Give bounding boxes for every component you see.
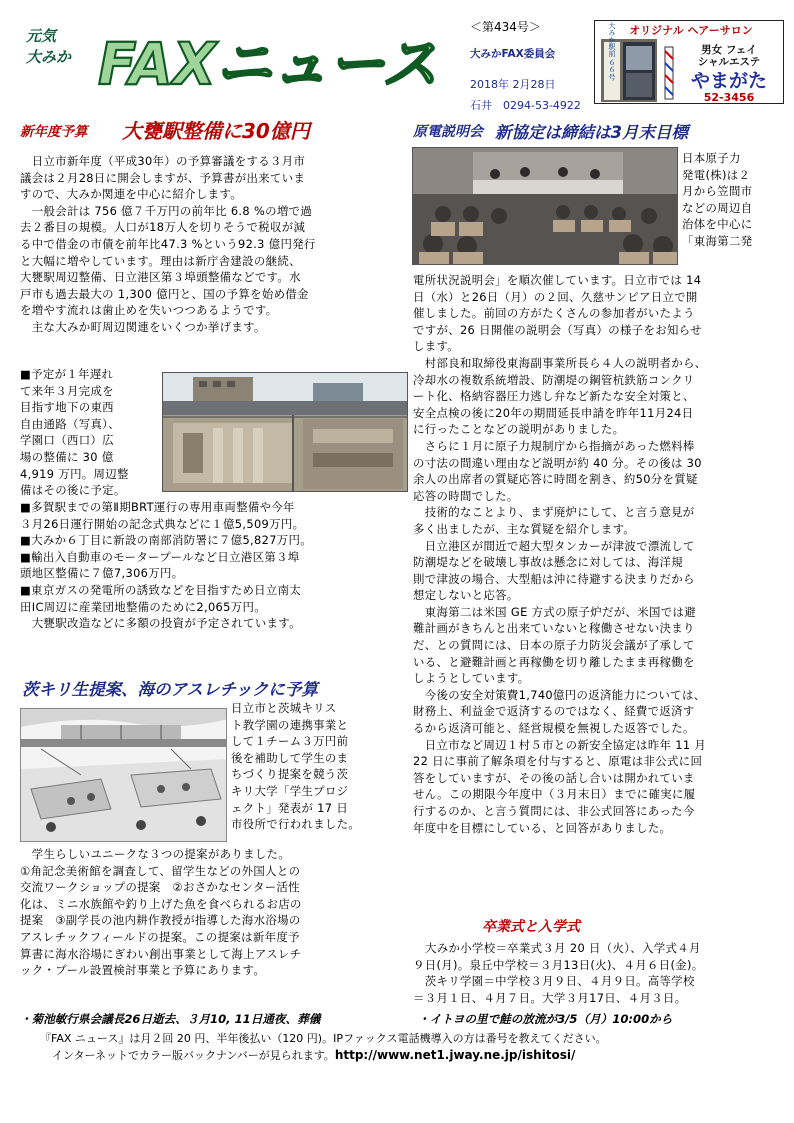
budget-body-top: 日立市新年度（平成30年）の予算審議をする３月市 議会は２月28日に開会しますが、予算書が出来ていま すので、大みか関連を中心に紹介します。 一般会計は 756 億７千万円の前年比 6.8 %の増で過 去２番目の規模。人口が18万人を切りそうで税収が減 る中で借金の市債を前年比47.3 %という92.3 億円発行 と大幅に増やしています。理由は新庁舎建設の継続、 大甕駅周辺整備、日立港区第３埠頭整備などです。水 戸市も過去最大の 1,300 億円と、国の予算を始め借金 を増やす流れは歯止めを失いつつあるようです。 主な大みか町周辺関連をいくつか挙げます。 [20, 154, 316, 334]
fax-news-logo [78, 18, 458, 102]
hair-salon-ad [594, 20, 784, 104]
budget-headline: 大甕駅整備に30億円 [122, 119, 310, 143]
ad-shop-name: やまがた [690, 70, 768, 92]
nuclear-body: 電所状況説明会」を順次催しています。日立市では 14 日（水）と26日（月）の２回、久慈サンピア日立で開 催しました。前回の方がたくさんの参加者がいたよう ですが、26 日開催の説明会（写真）の様子をお知らせ します。 村部良和取締役東海副事業所長ら４人の説明者から、 冷却水の複数系統増設、防潮堤の鋼管杭鉄筋コンクリ ート化、格納容器圧力逃し弁など新たな安全対策と、 安全点検の後に20年の期間延長申請を昨年11月24日 に行ったことなどの説明がありました。 さらに１月に原子力規制庁から指摘があった燃料棒 の寸法の間違い理由など説明が約 40 分。その後は 30 余人の出席者の質疑応答に時間を割き、約50分を質疑 応答の時間でした。 技術的なことより、まず廃炉にして、と言う意見が 多く出ましたが、主な質疑を紹介します。 日立港区が間近で超大型タンカーが津波で漂流して 防潮堤などを破壊し事故は懸念に対しては、海洋規 則で津波の場合、大型船は沖に待避する決まりだから 想定しないと応答。 東海第二は米国 GE 方式の原子炉だが、米国では避 難計画がきちんと出来ていないと稼働させない決まり だ、との質問には、日本の原子力防災会議が了承して いる、と避難計画と再稼働を切り離したまま再稼働を しようとしています。 今後の安全対策費1,740億円の返済能力については、 財務上、利益金で返済するのではなく、経費で返済す るから返済可能と、経営規模を無視した返答でした。 日立市など周辺１村５市との新安全協定は昨年 11 月 22 日に事前了解条項を付与すると、原電は非公式に回 答をしていますが、その後の話し合いは開かれていま せん。この期限今年度中（３月末日）までに確実に履 行するのか、と言う質問には、非公式回答にあった今 年度中を目標にしている、と回答がありました。 [413, 273, 707, 835]
briefing-session-photo [412, 147, 678, 265]
nuclear-headline: 新協定は締結は3月末目標 [495, 123, 688, 142]
athletic-proposal-sketch [20, 708, 227, 842]
masthead [18, 18, 458, 102]
ibaraki-headline: 茨キリ生提案、海のアスレチックに予算 [22, 680, 318, 699]
committee-name: 大みかFAX委員会 [470, 48, 556, 60]
budget-body-bottom: ■多賀駅までの第Ⅱ期BRT運行の専用車両整備や今年 ３月26日運行開始の記念式典などに１億5,509万円。 ■大みか６丁目に新設の南部消防署に７億5,827万円。 ■輸出入自動車のモータープールなど日立港区第３埠 頭地区整備に７億7,306万円。 ■東京ガスの発電所の誘致などを目指すため日立南太 田IC周辺に産業団地整備のために2,065万円。 大甕駅改造などに多額の投資が予定されています。 [20, 500, 313, 631]
budget-tag: 新年度予算 [20, 124, 88, 140]
ad-sub-line1: 男女 フェイ [701, 44, 757, 56]
construction-site-image [163, 373, 408, 492]
issue-date: 2018年 2月28日 [470, 78, 556, 91]
footer-website-line: インターネットでカラー版バックナンバーが見られます。http://www.net1.jway.ne.jp/ishitosi/ [52, 1048, 576, 1062]
footer-subscription: 『FAX ニュース』は月２回 20 円、半年後払い（120 円)。IPファックス電話機導入の方は番号を教えてください。 [40, 1032, 607, 1045]
nuclear-body-wrap: 日本原子力 発電(株)は２ 月から笠間市 などの周辺自 治体を中心に 「東海第二発 [682, 151, 753, 248]
genki-label: 元気 大みか [26, 27, 72, 66]
ad-sign-text: 大みか駅前 ６６号 [608, 21, 616, 81]
contact-phone: 石井 0294-53-4922 [470, 99, 581, 112]
station-construction-photo [162, 372, 408, 492]
ibaraki-body-bottom: 学生らしいユニークな３つの提案がありました。 ①角記念美術館を調査して、留学生などの外国人との 交流ワークショップの提案 ②おさかなセンター活性 化は、ミニ水族館や釣り上げた魚を食べられるお店の 提案 ③副学長の池内耕作教授が指導した海水浴場の アスレチックフィールドの提案。この提案は新年度予 算書に海水浴場にぎわい創出事業として海上アスレチ ック・プール設置検討事業と予算にあります。 [20, 847, 302, 978]
footer-notice-salmon: ・イトヨの里で鮭の放流が3/5（月）10:00から [418, 1012, 673, 1026]
ad-sub-line2: シャルエステ [697, 56, 761, 68]
ad-top-line: オリジナル ヘアーサロン [629, 24, 753, 37]
masthead-title: FAXニュース [98, 30, 438, 98]
ibaraki-body-wrap: 日立市と茨城キリス ト教学園の連携事業と して１チーム３万円前 後を補助して学生のま ちづくり提案を競う茨 キリ大学「学生プロジ ェクト」発表が 17 日 市役所で行われました。 [231, 701, 361, 832]
issue-number: ＜第434号＞ [470, 20, 541, 34]
nuclear-tag: 原電説明会 [413, 124, 483, 140]
footer-notice-obituary: ・菊池敏行県会議長26日逝去、３月10, 11日通夜、葬儀 [20, 1012, 321, 1026]
sketch-image [21, 709, 227, 842]
ad-phone: 52-3456 [703, 91, 755, 104]
budget-body-wrap: ■予定が１年遅れ て来年３月完成を 目指す地下の東西 自由通路（写真）、 学園口（西口）広 場の整備に 30 億 4,919 万円。周辺整 備はその後に予定。 [20, 367, 129, 498]
salon-ad-illustration [595, 21, 784, 104]
meeting-room-image [413, 148, 678, 265]
graduation-headline: 卒業式と入学式 [482, 919, 580, 935]
website-url[interactable]: http://www.net1.jway.ne.jp/ishitosi/ [334, 1048, 576, 1062]
graduation-body: 大みか小学校＝卒業式３月 20 日（火）、入学式４月 ９日(月)。泉丘中学校＝３月13日(火)、４月６日(金)。 茨キリ学園＝中学校３月９日、４月９日。高等学校 ＝３月１日、４月７日。大学３月17日、４月３日。 [413, 941, 704, 1005]
